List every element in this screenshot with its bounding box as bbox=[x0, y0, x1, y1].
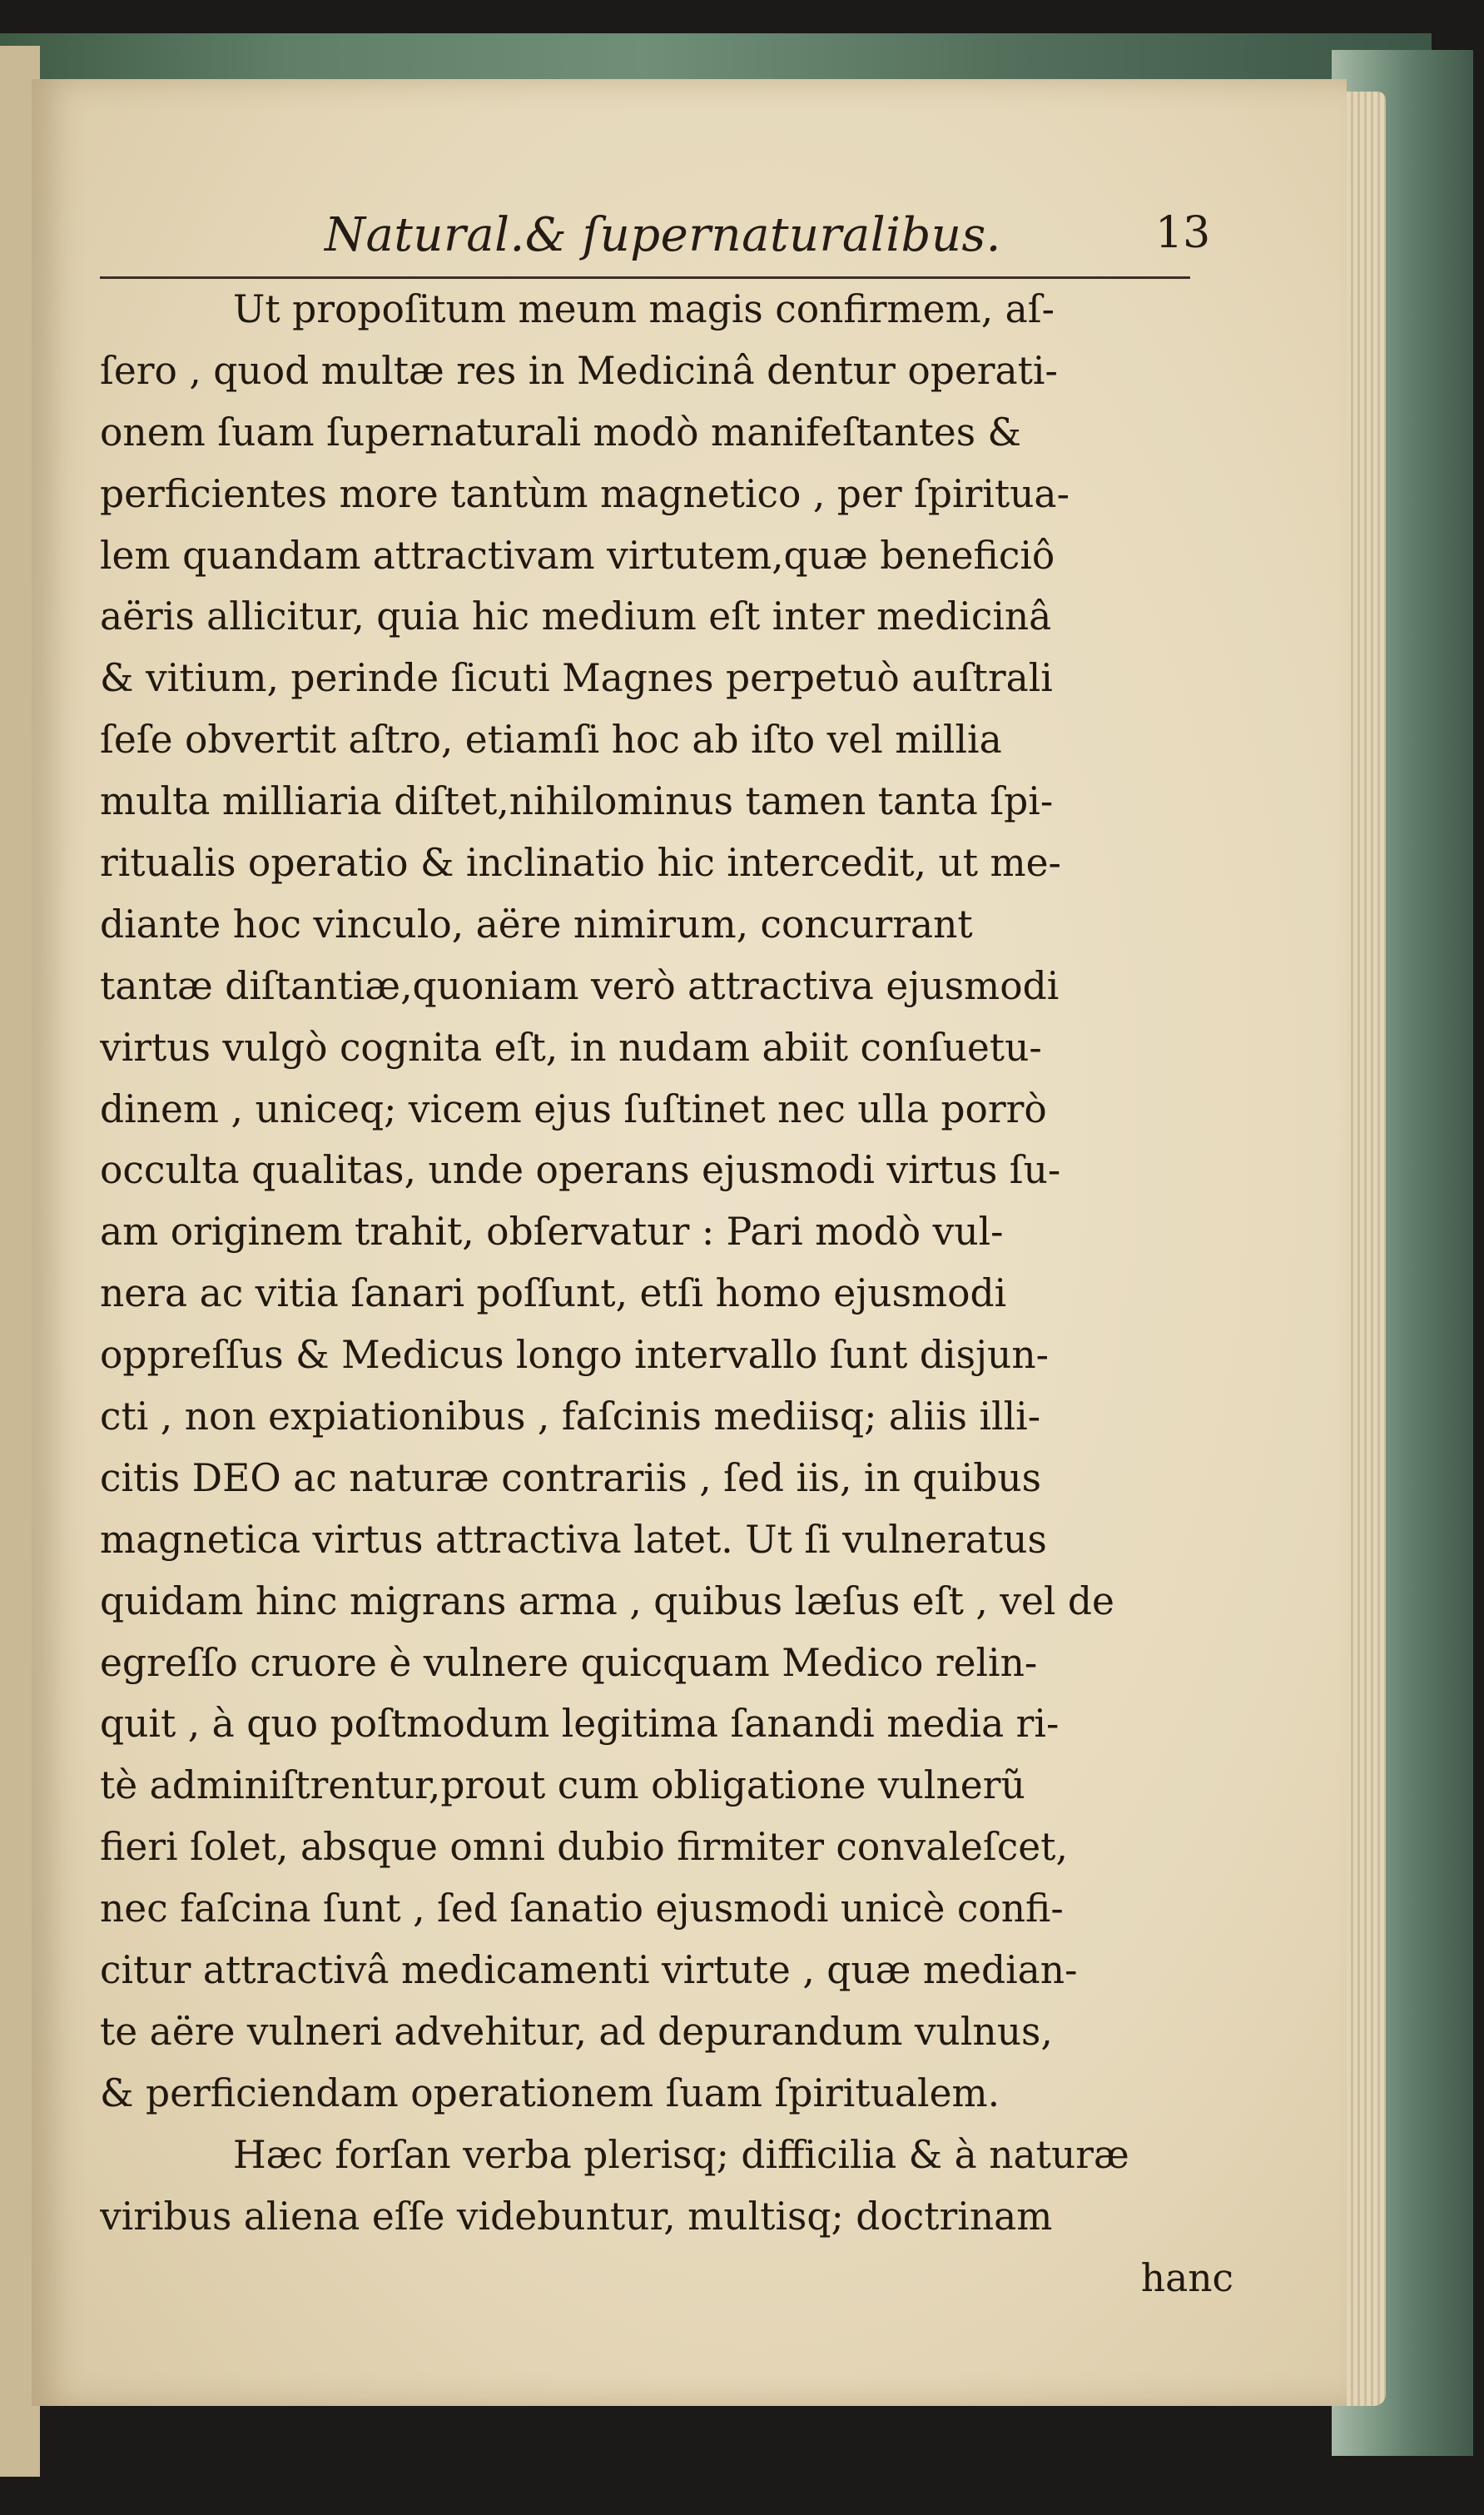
text-line: Hæc forſan verba plerisq; difficilia & à naturæ bbox=[233, 2132, 1129, 2177]
text-block bbox=[100, 279, 1242, 2309]
text-line: quidam hinc migrans arma , quibus læſus eſt , vel de bbox=[100, 1578, 1114, 1623]
text-line: & vitium, perinde ſicuti Magnes perpetuò auſtrali bbox=[100, 656, 1053, 701]
text-line: virtus vulgò cognita eſt, in nudam abiit conſuetu- bbox=[100, 1025, 1042, 1070]
text-line: tè adminiſtrentur,prout cum obligatione vulnerũ bbox=[100, 1763, 1025, 1808]
text-line: diante hoc vinculo, aëre nimirum, concurrant bbox=[100, 902, 973, 947]
text-line: oppreſſus & Medicus longo intervallo ſunt disjun- bbox=[100, 1333, 1050, 1378]
text-line: & perficiendam operationem ſuam ſpiritualem. bbox=[100, 2070, 1000, 2115]
text-line: ſeſe obvertit aſtro, etiamſi hoc ab iſto vel millia bbox=[100, 718, 1002, 763]
text-line: aëris allicitur, quia hic medium eſt inter medicinâ bbox=[100, 594, 1052, 639]
text-line: quit , à quo poſtmodum legitima ſanandi media ri- bbox=[100, 1702, 1060, 1747]
text-line: dinem , uniceq; vicem ejus ſuſtinet nec ulla porrò bbox=[100, 1086, 1047, 1131]
text-line: cti , non expiationibus , faſcinis mediisq; aliis illi- bbox=[100, 1394, 1041, 1439]
text-line: nera ac vitia ſanari poſſunt, etſi homo ejusmodi bbox=[100, 1271, 1007, 1316]
text-line: viribus aliena eſſe videbuntur, multisq; doctrinam bbox=[100, 2194, 1053, 2239]
text-line: te aëre vulneri advehitur, ad depurandum vulnus, bbox=[100, 2009, 1053, 2054]
text-line: am originem trahit, obſervatur : Pari modò vul- bbox=[100, 1210, 1004, 1255]
text-line: magnetica virtus attractiva latet. Ut ſi vulneratus bbox=[100, 1517, 1047, 1562]
page-number: 13 bbox=[1155, 208, 1211, 258]
text-line: citur attractivâ medicamenti virtute , quæ median- bbox=[100, 1948, 1078, 1993]
text-line: fieri ſolet, absque omni dubio firmiter convaleſcet, bbox=[100, 1825, 1068, 1870]
text-line: tantæ diſtantiæ,quoniam verò attractiva ejusmodi bbox=[100, 963, 1060, 1008]
text-line: egreſſo cruore è vulnere quicquam Medico relin- bbox=[100, 1640, 1038, 1685]
text-line: lem quandam attractivam virtutem,quæ beneficiô bbox=[100, 533, 1055, 578]
text-line: ritualis operatio & inclinatio hic intercedit, ut me- bbox=[100, 841, 1061, 886]
text-line: citis DEO ac naturæ contrariis , ſed iis, in quibus bbox=[100, 1455, 1041, 1500]
text-line: multa milliaria diſtet,nihilominus tamen tanta ſpi- bbox=[100, 779, 1054, 824]
text-line: perficientes more tantùm magnetico , per ſpiritua- bbox=[100, 471, 1070, 516]
text-line: Ut propoſitum meum magis confirmem, aſ- bbox=[233, 287, 1055, 331]
text-line: nec faſcina ſunt , ſed ſanatio ejusmodi unicè confi- bbox=[100, 1886, 1064, 1931]
text-line: ſero , quod multæ res in Medicinâ dentur operati- bbox=[100, 348, 1058, 393]
text-line: onem ſuam ſupernaturali modò manifeſtantes & bbox=[100, 410, 1022, 455]
catchword: hanc bbox=[1140, 2255, 1233, 2300]
running-title: Natural.& ſupernaturalibus. bbox=[325, 208, 1001, 262]
text-line: occulta qualitas, unde operans ejusmodi virtus ſu- bbox=[100, 1148, 1061, 1193]
